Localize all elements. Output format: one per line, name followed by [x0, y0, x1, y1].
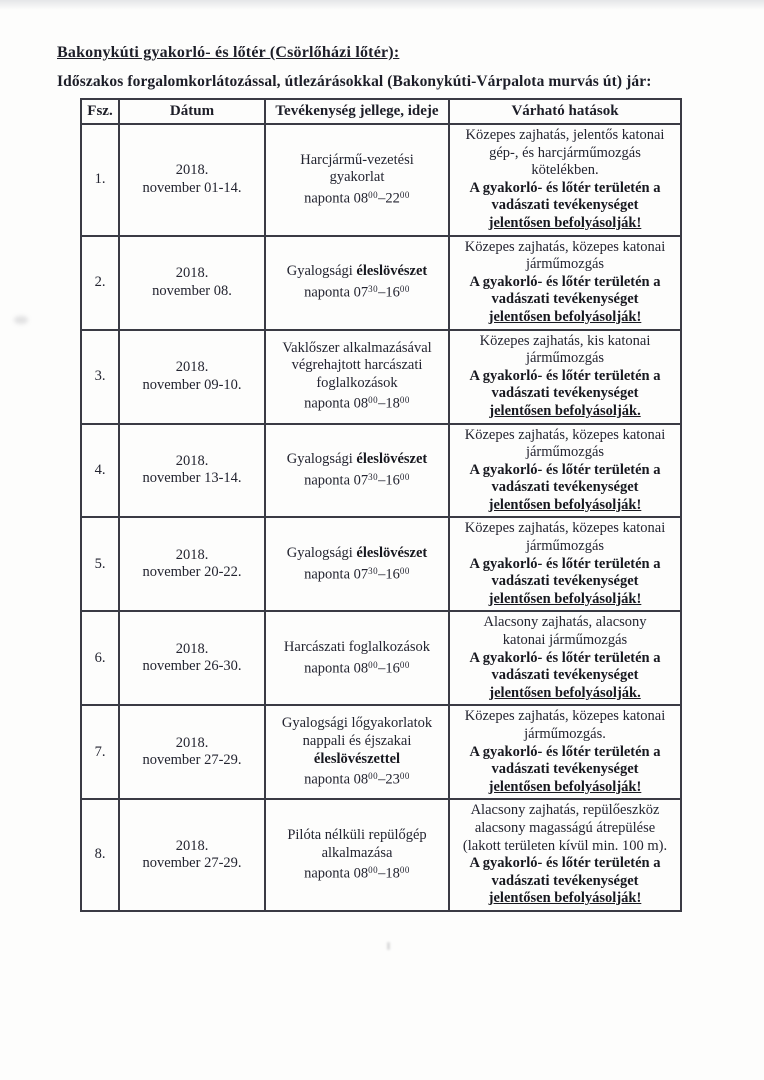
- date-cell: [119, 799, 265, 911]
- cell-line: vadászati tevékenységet: [491, 479, 639, 496]
- activity-cell: [265, 705, 449, 799]
- cell-line: naponta $07^{30}-16^{00}$: [304, 565, 410, 583]
- effects-cell: [449, 424, 681, 518]
- table-row: [81, 517, 681, 611]
- cell-line: Harcászati foglalkozások: [283, 639, 431, 656]
- cell-line: A gyakorló- és lőtér területén a: [469, 743, 661, 760]
- cell-line: A gyakorló- és lőtér területén a: [469, 179, 661, 196]
- row-number-cell: 7.: [81, 705, 119, 799]
- cell-line: jelentősen befolyásolják!: [488, 308, 642, 325]
- table-row: [81, 330, 681, 424]
- cell-line: Közepes zajhatás, közepes katonai: [464, 708, 666, 725]
- cell-line: A gyakorló- és lőtér területén a: [469, 855, 661, 872]
- document-title: Bakonykúti gyakorló- és lőtér (Csörlőházi lőtér):: [57, 44, 400, 61]
- cell-line: A gyakorló- és lőtér területén a: [469, 649, 661, 666]
- cell-line: 2018.: [175, 546, 209, 563]
- effects-cell: [449, 799, 681, 911]
- cell-line: Alacsony zajhatás, repülőeszköz: [470, 802, 660, 819]
- cell-line: gyakorlat: [329, 169, 385, 186]
- cell-line: november 08.: [152, 282, 232, 299]
- cell-line: jelentősen befolyásolják!: [488, 890, 642, 907]
- cell-line: Gyalogsági éleslövészet: [286, 545, 428, 562]
- column-header-fsz: Fsz.: [81, 99, 119, 124]
- row-number-cell: 4.: [81, 424, 119, 518]
- cell-line: éleslövészettel: [313, 750, 401, 767]
- date-cell: [119, 517, 265, 611]
- column-header-datum: Dátum: [119, 99, 265, 124]
- activity-cell: [265, 799, 449, 911]
- cell-line: Közepes zajhatás, jelentős katonai: [465, 127, 665, 143]
- cell-line: naponta $08^{00}-22^{00}$: [304, 189, 410, 207]
- cell-line: katonai járműmozgás: [502, 632, 628, 649]
- cell-line: A gyakorló- és lőtér területén a: [469, 273, 661, 290]
- cell-line: járműmozgás: [525, 538, 605, 555]
- cell-line: vadászati tevékenységet: [491, 872, 639, 889]
- table-row: [81, 236, 681, 330]
- cell-line: foglalkozások: [316, 374, 398, 391]
- cell-line: alacsony magasságú átrepülése: [474, 819, 656, 836]
- cell-line: 2018.: [175, 452, 209, 469]
- cell-line: november 27-29.: [142, 855, 242, 872]
- table-row: [81, 124, 681, 236]
- effects-cell: [449, 236, 681, 330]
- row-number-cell: 6.: [81, 611, 119, 705]
- table-row: [81, 799, 681, 911]
- cell-line: végrehajtott harcászati: [291, 357, 423, 374]
- schedule-table: [80, 98, 682, 912]
- column-header-tevekenyseg: Tevékenység jellege, ideje: [265, 99, 449, 124]
- cell-line: jelentősen befolyásolják!: [488, 214, 642, 231]
- activity-cell: [265, 611, 449, 705]
- table-row: [81, 705, 681, 799]
- cell-line: vadászati tevékenységet: [491, 667, 639, 684]
- scan-artifact-bottom: [387, 942, 390, 950]
- cell-line: Gyalogsági éleslövészet: [286, 451, 428, 468]
- cell-line: Közepes zajhatás, közepes katonai: [464, 520, 666, 537]
- activity-cell: [265, 424, 449, 518]
- table-header-row: [81, 99, 681, 124]
- cell-line: Vaklőszer alkalmazásával: [282, 339, 432, 356]
- cell-line: gép-, és harcjárműmozgás: [489, 144, 641, 161]
- cell-line: A gyakorló- és lőtér területén a: [469, 461, 661, 478]
- cell-line: naponta $08^{00}-16^{00}$: [304, 659, 410, 677]
- cell-line: jelentősen befolyásolják!: [488, 496, 642, 513]
- table-row: [81, 611, 681, 705]
- document-subtitle: Időszakos forgalomkorlátozással, útlezárásokkal (Bakonykúti-Várpalota murvás út) jár:: [57, 73, 652, 90]
- effects-cell: [449, 611, 681, 705]
- cell-line: Közepes zajhatás, közepes katonai: [464, 238, 666, 255]
- cell-line: vadászati tevékenységet: [491, 573, 639, 590]
- cell-line: Gyalogsági éleslövészet: [286, 263, 428, 280]
- effects-cell: [449, 124, 681, 236]
- date-cell: [119, 705, 265, 799]
- cell-line: vadászati tevékenységet: [491, 385, 639, 402]
- effects-cell: [449, 517, 681, 611]
- cell-line: november 13-14.: [142, 470, 242, 487]
- cell-line: naponta $08^{00}-23^{00}$: [304, 771, 410, 788]
- cell-line: 2018.: [175, 837, 209, 854]
- date-cell: [119, 236, 265, 330]
- cell-line: nappali és éjszakai: [302, 733, 412, 750]
- date-cell: [119, 330, 265, 424]
- cell-line: 2018.: [175, 734, 209, 751]
- cell-line: jelentősen befolyásolják!: [488, 590, 642, 607]
- cell-line: Harcjármű-vezetési: [300, 151, 414, 168]
- cell-line: (lakott területen kívül min. 100 m).: [462, 837, 668, 854]
- row-number-cell: 1.: [81, 124, 119, 236]
- cell-line: kötelékben.: [531, 162, 599, 179]
- cell-line: vadászati tevékenységet: [491, 291, 639, 308]
- column-header-varhato: Várható hatások: [449, 99, 681, 124]
- cell-line: A gyakorló- és lőtér területén a: [469, 367, 661, 384]
- activity-cell: [265, 236, 449, 330]
- cell-line: vadászati tevékenységet: [491, 197, 639, 214]
- cell-line: járműmozgás: [525, 350, 605, 367]
- cell-line: 2018.: [175, 358, 209, 375]
- activity-cell: [265, 330, 449, 424]
- cell-line: jelentősen befolyásolják!: [488, 778, 642, 795]
- cell-line: Pilóta nélküli repülőgép: [287, 827, 427, 844]
- cell-line: november 27-29.: [142, 752, 242, 769]
- cell-line: november 01-14.: [142, 179, 242, 196]
- cell-line: járműmozgás: [525, 444, 605, 461]
- effects-cell: [449, 705, 681, 799]
- cell-line: Alacsony zajhatás, alacsony: [483, 614, 647, 631]
- effects-cell: [449, 330, 681, 424]
- cell-line: naponta $08^{00}-18^{00}$: [304, 865, 410, 882]
- cell-line: naponta $07^{30}-16^{00}$: [304, 283, 410, 301]
- cell-line: járműmozgás: [525, 256, 605, 273]
- cell-line: Közepes zajhatás, közepes katonai: [464, 426, 666, 443]
- cell-line: Közepes zajhatás, kis katonai: [479, 332, 651, 349]
- row-number-cell: 8.: [81, 799, 119, 911]
- cell-line: jelentősen befolyásolják.: [489, 402, 641, 419]
- date-cell: [119, 124, 265, 236]
- cell-line: Gyalogsági lőgyakorlatok: [281, 715, 433, 732]
- cell-line: járműmozgás.: [524, 726, 606, 742]
- table-row: [81, 424, 681, 518]
- schedule-table-body: [81, 124, 681, 911]
- cell-line: alkalmazása: [321, 844, 393, 861]
- cell-line: naponta $08^{00}-18^{00}$: [304, 395, 410, 412]
- date-cell: [119, 611, 265, 705]
- date-cell: [119, 424, 265, 518]
- cell-line: november 26-30.: [142, 658, 242, 675]
- cell-line: vadászati tevékenységet: [491, 761, 639, 778]
- cell-line: 2018.: [175, 640, 209, 657]
- activity-cell: [265, 124, 449, 236]
- row-number-cell: 5.: [81, 517, 119, 611]
- cell-line: A gyakorló- és lőtér területén a: [469, 555, 661, 572]
- cell-line: jelentősen befolyásolják.: [489, 684, 641, 701]
- activity-cell: [265, 517, 449, 611]
- cell-line: 2018.: [175, 264, 209, 281]
- cell-line: november 20-22.: [142, 564, 242, 581]
- row-number-cell: 2.: [81, 236, 119, 330]
- scan-artifact-left: [14, 316, 28, 324]
- cell-line: november 09-10.: [142, 376, 242, 393]
- row-number-cell: 3.: [81, 330, 119, 424]
- cell-line: 2018.: [175, 162, 209, 179]
- cell-line: naponta $07^{30}-16^{00}$: [304, 471, 410, 489]
